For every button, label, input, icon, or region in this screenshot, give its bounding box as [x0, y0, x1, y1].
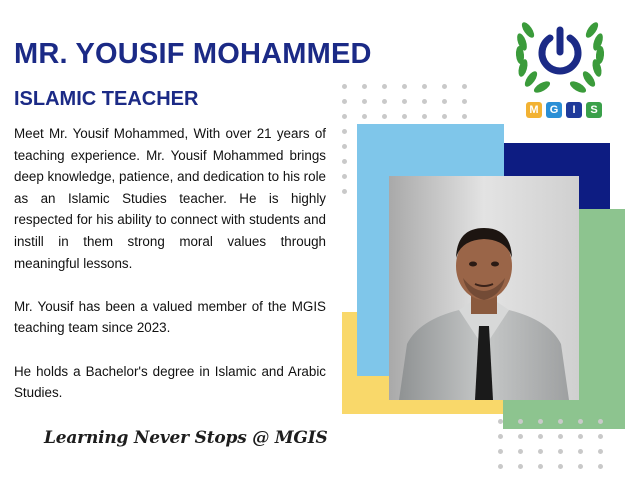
power-icon — [532, 24, 588, 80]
logo-letter-g: G — [546, 102, 562, 118]
dot — [422, 84, 442, 99]
logo-letter-i: I — [566, 102, 582, 118]
dot — [462, 84, 482, 99]
dot — [518, 449, 538, 464]
dot — [578, 419, 598, 434]
dot — [578, 464, 598, 479]
dot — [498, 434, 518, 449]
dot — [402, 99, 422, 114]
bio-paragraph-degree: He holds a Bachelor's degree in Islamic and Arabic Studies. — [14, 363, 326, 401]
teacher-role: ISLAMIC TEACHER — [14, 88, 199, 110]
logo-letter-m: M — [526, 102, 542, 118]
dot — [498, 419, 518, 434]
dot — [442, 84, 462, 99]
mgis-logo — [510, 8, 610, 120]
dot — [558, 419, 578, 434]
tagline: Learning Never Stops @ MGIS — [44, 428, 328, 448]
teacher-name: MR. YOUSIF MOHAMMED — [14, 38, 372, 70]
dot — [498, 449, 518, 464]
dot — [382, 99, 402, 114]
bio-paragraph-membership: Mr. Yousif has been a valued member of the MGIS teaching team since 2023. — [14, 298, 326, 336]
teacher-photo — [389, 176, 579, 400]
dot — [598, 419, 618, 434]
dot — [558, 464, 578, 479]
dot — [362, 84, 382, 99]
dot — [538, 449, 558, 464]
dot — [382, 84, 402, 99]
dot — [342, 99, 362, 114]
dot — [362, 99, 382, 114]
dot — [518, 464, 538, 479]
teacher-bio — [14, 123, 326, 404]
dot — [598, 449, 618, 464]
dot — [538, 434, 558, 449]
logo-letter-s: S — [586, 102, 602, 118]
teacher-portrait-photo — [389, 176, 579, 400]
dot — [558, 434, 578, 449]
mgis-letter-tiles — [526, 102, 602, 118]
dot — [598, 464, 618, 479]
dot — [462, 99, 482, 114]
dot — [538, 464, 558, 479]
dot — [498, 464, 518, 479]
dot — [538, 419, 558, 434]
dot — [402, 84, 422, 99]
bio-paragraph-intro: Meet Mr. Yousif Mohammed, With over 21 years of teaching experience. Mr. Yousif Mohammed brings deep knowledge, patience, and dedication to his role as an Islamic Studies teacher. He is highly respected for his ability to connect with students and instill in them strong moral values through meaningful lessons. — [14, 126, 326, 271]
dot — [518, 419, 538, 434]
dot — [558, 449, 578, 464]
dot — [578, 434, 598, 449]
dot — [518, 434, 538, 449]
dot — [442, 99, 462, 114]
dot-grid-bottom — [498, 419, 618, 479]
dot — [578, 449, 598, 464]
dot — [342, 84, 362, 99]
dot — [598, 434, 618, 449]
dot — [422, 99, 442, 114]
